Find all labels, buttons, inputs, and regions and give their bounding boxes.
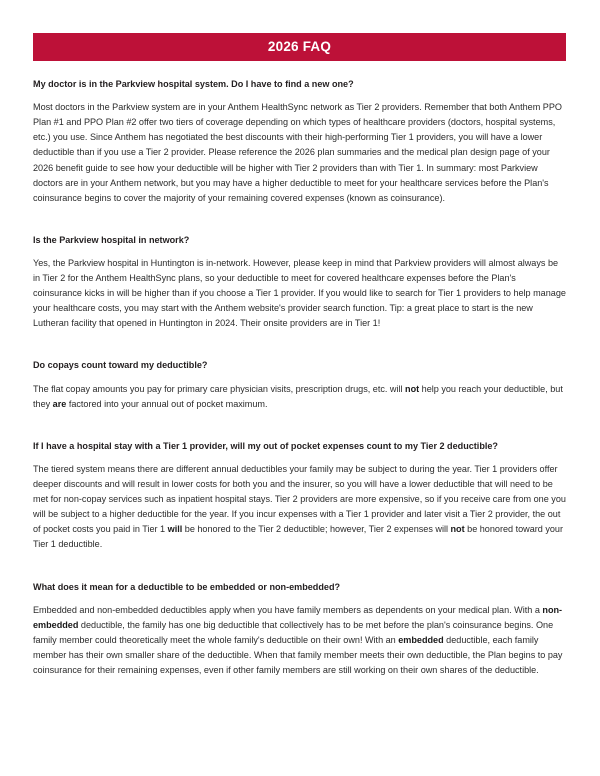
faq-question: Do copays count toward my deductible? <box>33 360 208 371</box>
faq-item <box>33 234 566 332</box>
faq-question: My doctor is in the Parkview hospital system. Do I have to find a new one? <box>33 79 354 89</box>
faq-answer: The tiered system means there are different annual deductibles your family may be subject to during the year. Tier 1 providers offer deeper discounts and will result in lower costs for both you and the insurer, so you will have a lower deductible that will need to be met for non-copay services such as inpatient hospital stays. Tier 2 providers are more expensive, so if you receive care from one you will be subject to a higher deductible for the year. If you incur expenses with a Tier 1 provider and later visit a Tier 2 provider, the out of pocket costs you paid in Tier 1 will be honored to the Tier 2 deductible; however, Tier 2 expenses will not be honored toward your Tier 1 deductible. <box>33 464 566 550</box>
section-spacer <box>33 570 566 581</box>
faq-item <box>33 581 566 679</box>
page-title: 2026 FAQ <box>267 39 332 55</box>
faq-question: Is the Parkview hospital in network? <box>33 234 190 245</box>
faq-item <box>33 440 566 553</box>
faq-answer: Embedded and non-embedded deductibles apply when you have family members as dependents on your medical plan. With a non-embedded deductible, the family has one big deductible that collectively has to be met before the plan's coinsurance begins. One family member could theoretically meet the whole family's deductible on their own! With an embedded deductible, each family member has their own smaller share of the deductible. When that family member meets their own deductible, the Plan begins to pay coinsurance for their remaining expenses, even if other family members are still working on their own shares of the deductible. <box>33 604 563 676</box>
faq-answer: Yes, the Parkview hospital in Huntington is in-network. However, please keep in mind that Parkview providers will almost always be in Tier 2 for the Anthem HealthSync plans, so your deductible to meet for covered healthcare expenses before the Plan's coinsurance kicks in will be higher than if you choose a Tier 1 provider. If you would like to search for Tier 1 providers to help manage your healthcare costs, you may start with the Anthem website's provider search function. Tip: a great place to start is the new Lutheran facility that opened in Huntington in 2024. Their onsite providers are in Tier 1! <box>33 258 566 329</box>
section-spacer <box>33 429 566 440</box>
section-spacer <box>33 348 566 359</box>
faq-answer: The flat copay amounts you pay for primary care physician visits, prescription drugs, etc. will not help you reach your deductible, but they are factored into your annual out of pocket maximum. <box>33 383 563 409</box>
faq-question: What does it mean for a deductible to be embedded or non-embedded? <box>33 581 341 592</box>
faq-list <box>33 78 566 678</box>
page-header-banner <box>33 33 566 61</box>
faq-item <box>33 359 566 411</box>
section-spacer <box>33 223 566 234</box>
faq-question: If I have a hospital stay with a Tier 1 provider, will my out of pocket expenses count to my Tier 2 deductible? <box>33 440 498 451</box>
faq-item <box>33 78 566 206</box>
faq-answer: Most doctors in the Parkview system are in your Anthem HealthSync network as Tier 2 providers. Remember that both Anthem PPO Plan #1 and PPO Plan #2 offer two tiers of coverage depending on which types of healthcare providers (doctors, hospital systems, etc.) you use. Since Anthem has negotiated the best discounts with their high-performing Tier 1 providers, you will have a lower deductible than if you use a Tier 2 provider. Please reference the 2026 plan summaries and the medical plan design page of your 2026 benefit guide to see how your deductible will be higher with Tier 2 providers than with Tier 1. In summary: most Parkview doctors are in your Anthem network, but you may have a higher deductible to meet for your healthcare services before the Plan's coinsurance begins to cover the majority of your remaining covered expenses (known as coinsurance). <box>33 102 562 203</box>
